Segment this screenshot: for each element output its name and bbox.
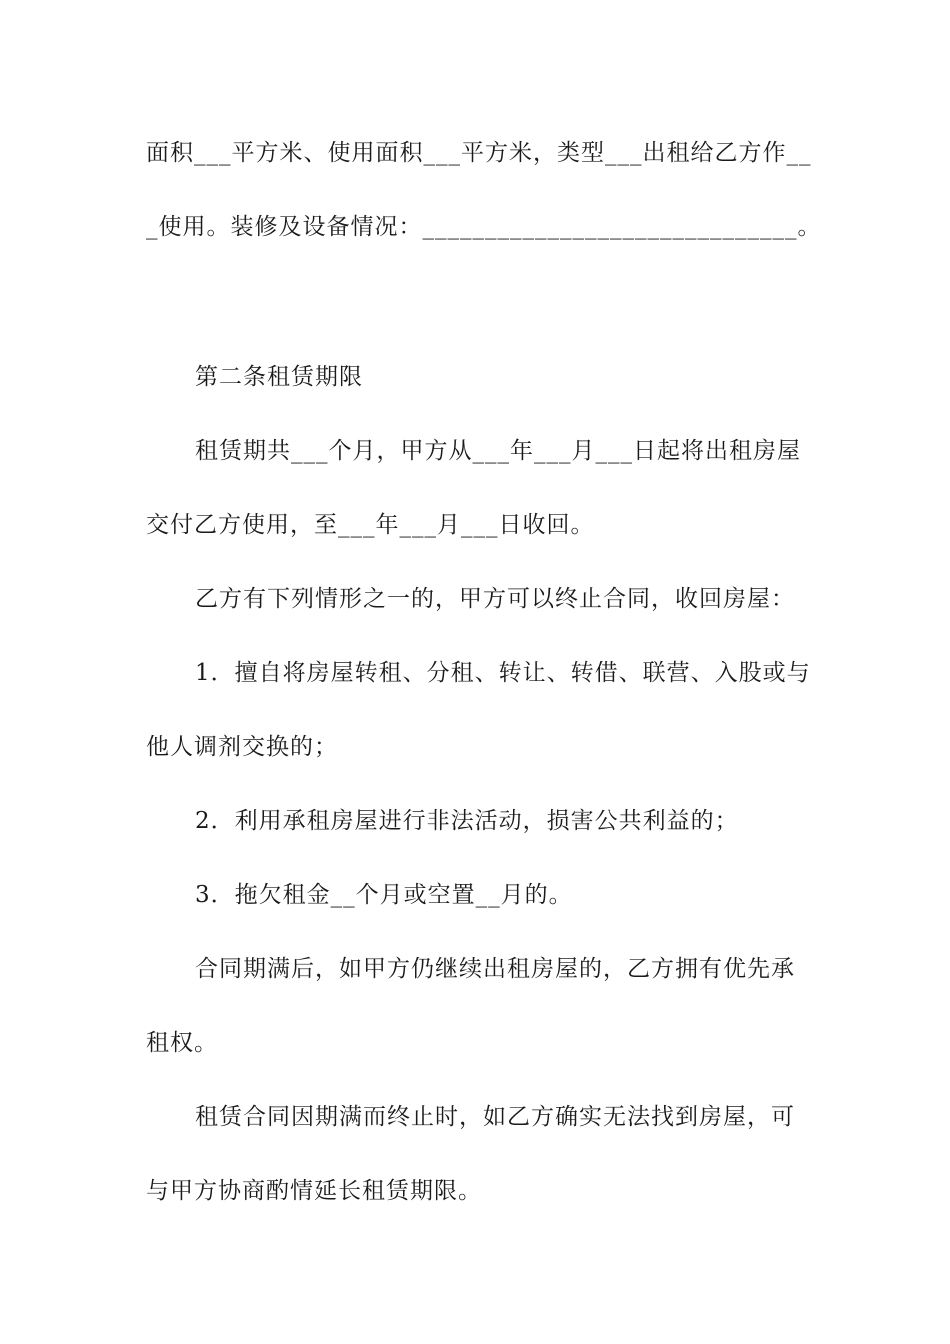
text-line-area: 面积___平方米、使用面积___平方米，类型___出租给乙方作__ bbox=[146, 140, 812, 166]
text-line-termination: 乙方有下列情形之一的，甲方可以终止合同，收回房屋： bbox=[195, 586, 795, 612]
text-line-priority: 合同期满后，如甲方仍继续出租房屋的，乙方拥有优先承 bbox=[195, 956, 795, 982]
list-item-2: 2．利用承租房屋进行非法活动，损害公共利益的； bbox=[195, 808, 739, 834]
list-item-1-cont: 他人调剂交换的； bbox=[146, 734, 338, 760]
text-line-expiry: 租赁合同因期满而终止时，如乙方确实无法找到房屋，可 bbox=[195, 1104, 795, 1130]
text-line-decoration: _使用。装修及设备情况：______________________________。 bbox=[146, 214, 822, 240]
text-line-lease-term: 租赁期共___个月，甲方从___年___月___日起将出租房屋 bbox=[195, 438, 801, 464]
list-item-3: 3．拖欠租金__个月或空置__月的。 bbox=[195, 882, 573, 908]
list-item-1: 1．擅自将房屋转租、分租、转让、转借、联营、入股或与 bbox=[195, 660, 811, 686]
section-heading: 第二条租赁期限 bbox=[195, 364, 363, 390]
text-line-expiry-cont: 与甲方协商酌情延长租赁期限。 bbox=[146, 1178, 482, 1204]
text-line-priority-cont: 租权。 bbox=[146, 1030, 218, 1056]
text-line-lease-return: 交付乙方使用，至___年___月___日收回。 bbox=[146, 512, 595, 538]
